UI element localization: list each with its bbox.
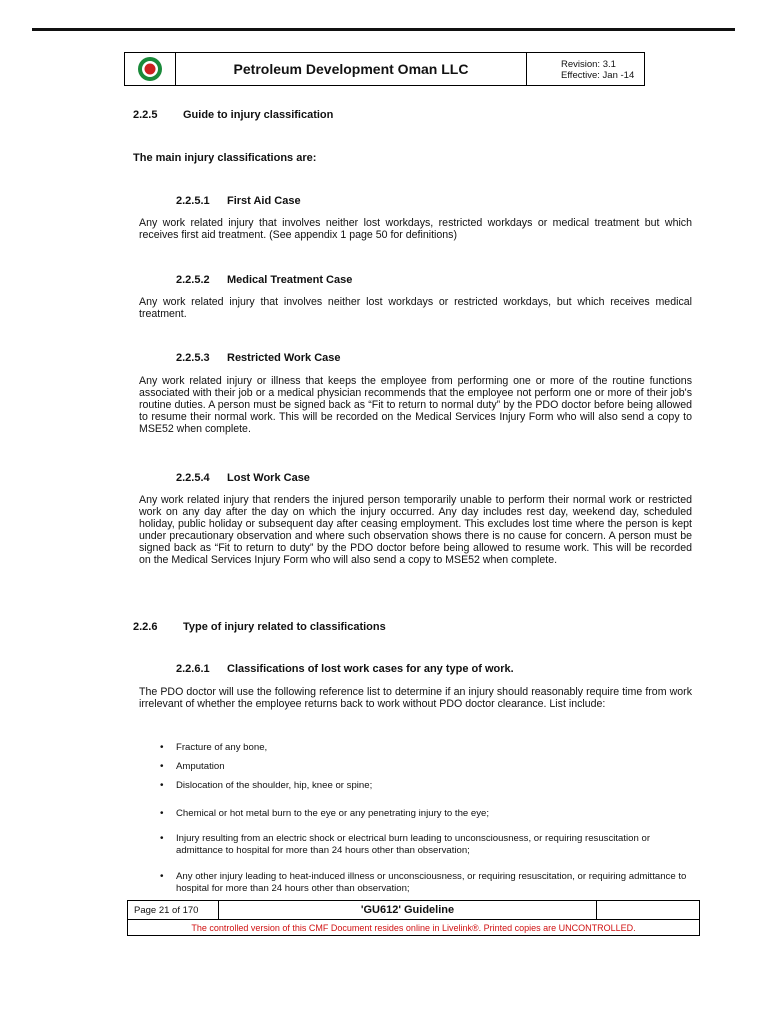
page-header (124, 52, 645, 86)
bullet-dot: • (160, 871, 164, 882)
logo-cell (125, 53, 176, 85)
top-rule (32, 28, 735, 31)
list-item: • Fracture of any bone, (160, 742, 268, 753)
heading-2-2-5-1: 2.2.5.1 First Aid Case (176, 195, 301, 207)
revision-text: Revision: 3.1 (561, 59, 616, 70)
bullet-dot: • (160, 780, 164, 791)
para-lost-work-classifications: The PDO doctor will use the following reference list to determine if an injury should reasonably require time from work irrelevant of whether the employee returns back to work without PDO doctor clearance. List include: (139, 686, 692, 710)
footer-blank-cell (597, 901, 699, 919)
pdo-logo-icon (137, 56, 163, 82)
heading-2-2-6: 2.2.6 Type of injury related to classifications (133, 621, 386, 633)
para-lost-work: Any work related injury that renders the injured person temporarily unable to perform their normal work or restricted work on any day after the day on which the injury occurred. Any day includes rest day, weekend day, scheduled holiday, public holiday or subsequent day after ceasing employment. This excludes lost time where the person is kept under precautionary observation and where such observation shows there is no cause for concern. A person must be signed back as “Fit to return to duty” by the PDO doctor before being allowed to resume work. This will be recorded on the Medical Services Injury Form who will also send a copy to MSE52 when complete. (139, 494, 692, 566)
lead-text: The main injury classifications are: (133, 152, 317, 164)
heading-2-2-5-3: 2.2.5.3 Restricted Work Case (176, 352, 341, 364)
list-item: • Dislocation of the shoulder, hip, knee or spine; (160, 780, 373, 791)
heading-2-2-6-1: 2.2.6.1 Classifications of lost work cases for any type of work. (176, 663, 514, 675)
company-name: Petroleum Development Oman LLC (176, 53, 527, 85)
effective-date: Effective: Jan -14 (561, 70, 635, 81)
para-medical-treatment: Any work related injury that involves neither lost workdays or restricted workdays, but which receives medical treatment. (139, 296, 692, 320)
bullet-dot: • (160, 808, 164, 819)
heading-2-2-5-2: 2.2.5.2 Medical Treatment Case (176, 274, 353, 286)
bullet-dot: • (160, 742, 164, 753)
list-item: • Chemical or hot metal burn to the eye or any penetrating injury to the eye; (160, 808, 490, 819)
page-footer (127, 900, 700, 936)
guideline-title: 'GU612' Guideline (219, 901, 597, 919)
footer-row (128, 901, 699, 920)
bullet-dot: • (160, 833, 164, 844)
controlled-notice: The controlled version of this CMF Document resides online in Livelink®. Printed copies are UNCONTROLLED. (191, 923, 636, 933)
heading-2-2-5-4: 2.2.5.4 Lost Work Case (176, 472, 310, 484)
para-first-aid: Any work related injury that involves neither lost workdays, restricted workdays or medical treatment but which receives first aid treatment. (See appendix 1 page 50 for definitions) (139, 217, 692, 241)
bullet-dot: • (160, 761, 164, 772)
para-restricted-work: Any work related injury or illness that keeps the employee from performing one or more of the routine functions associated with their job or a medical physician recommends that the employee not perform one or more of their job's routine duties. A person must be signed back as “Fit to return to normal duty” by the PDO doctor before being allowed to resume their normal work. This will be recorded on the Medical Services Injury Form who will also send a copy to MSE52 when complete. (139, 375, 692, 435)
list-item: • Amputation (160, 761, 225, 772)
list-item: • Injury resulting from an electric shock or electrical burn leading to unconsciousness, or requiring resuscitation or admittance to hospital for more than 24 hours other than observation; (160, 833, 651, 856)
page-number: Page 21 of 170 (128, 901, 219, 919)
heading-2-2-5: 2.2.5 Guide to injury classification (133, 109, 334, 121)
list-item: • Any other injury leading to heat-induced illness or unconsciousness, or requiring resuscitation, or requiring admittance to hospital for more than 24 hours other than observation; (160, 871, 687, 894)
revision-info (527, 53, 644, 85)
